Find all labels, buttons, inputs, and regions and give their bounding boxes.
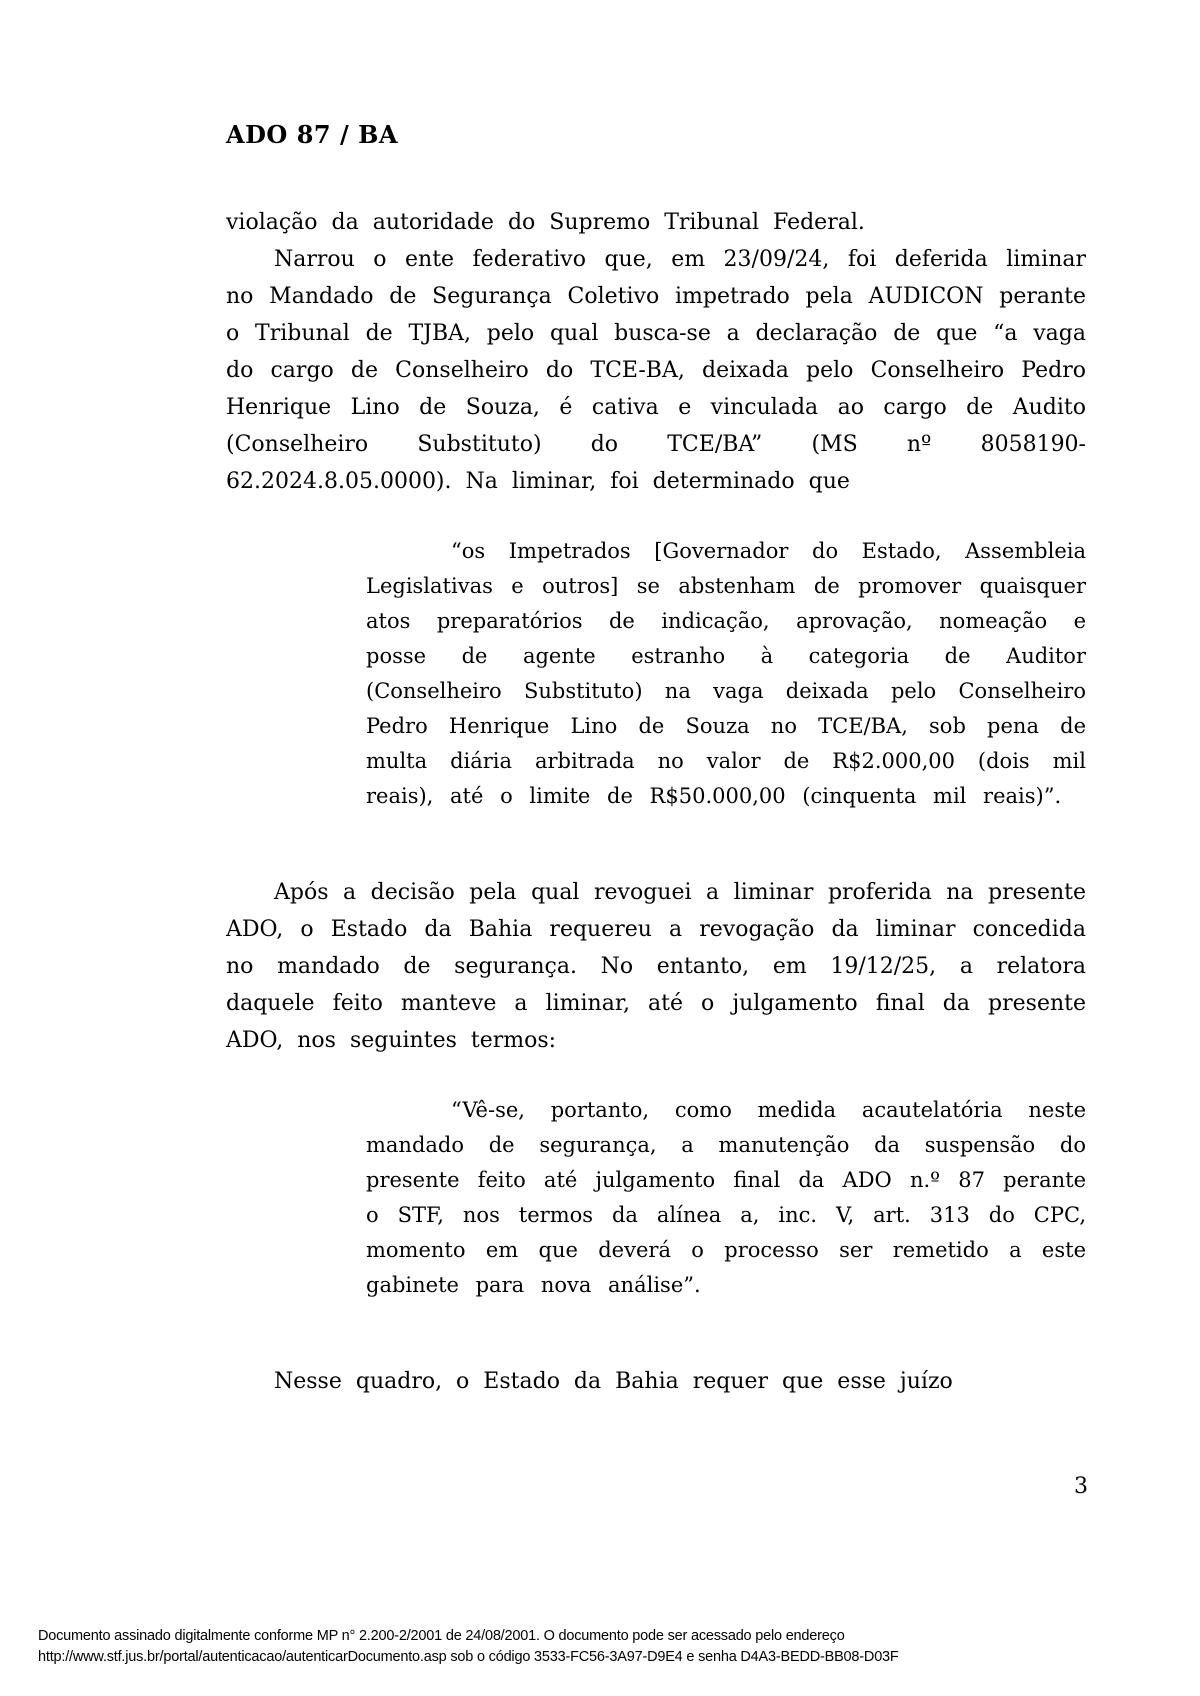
document-body (226, 204, 1086, 1400)
paragraph-apos-decisao: Após a decisão pela qual revoguei a liminar proferida na presente ADO, o Estado da Bahia requereu a revogação da liminar concedida no mandado de segurança. No entanto, em 19/12/25, a relatora daquele feito manteve a liminar, até o julgamento final da presente ADO, nos seguintes termos: (226, 880, 1086, 1053)
paragraph-nesse-quadro: Nesse quadro, o Estado da Bahia requer que esse juízo (274, 1369, 953, 1394)
page-number: 3 (1074, 1474, 1088, 1499)
digital-signature-footer (38, 1626, 899, 1668)
blockquote-vese: “Vê-se, portanto, como medida acautelatória neste mandado de segurança, a manutenção da suspensão do presente feito até julgamento final da ADO n.º 87 perante o STF, nos termos da alínea a, inc. V, art. 313 do CPC, momento em que deverá o processo ser remetido a este gabinete para nova análise”. (366, 1098, 1086, 1297)
paragraph-continuation: violação da autoridade do Supremo Tribunal Federal. (226, 210, 865, 235)
blockquote-liminar: “os Impetrados [Governador do Estado, Assembleia Legislativas e outros] se abstenham de promover quaisquer atos preparatórios de indicação, aprovação, nomeação e posse de agente estranho à categoria de Auditor (Conselheiro Substituto) na vaga deixada pelo Conselheiro Pedro Henrique Lino de Souza no TCE/BA, sob pena de multa diária arbitrada no valor de R$2.000,00 (dois mil reais), até o limite de R$50.000,00 (cinquenta mil reais)”. (366, 539, 1086, 808)
paragraph-narrou: Narrou o ente federativo que, em 23/09/24, foi deferida liminar no Mandado de Segurança Coletivo impetrado pela AUDICON perante o Tribunal de TJBA, pelo qual busca-se a declaração de que “a vaga do cargo de Conselheiro do TCE-BA, deixada pelo Conselheiro Pedro Henrique Lino de Souza, é cativa e vinculada ao cargo de Audito (Conselheiro Substituto) do TCE/BA” (MS nº 8058190- 62.2024.8.05.0000). Na liminar, foi determinado que (226, 247, 1086, 494)
footer-signature-line: Documento assinado digitalmente conforme MP n° 2.200-2/2001 de 24/08/2001. O documento pode ser acessado pelo endereço (38, 1628, 845, 1644)
footer-authentication-line: http://www.stf.jus.br/portal/autenticacao/autenticarDocumento.asp sob o código 3533-FC56-3A97-D9E4 e senha D4A3-BEDD-BB08-D03F (38, 1649, 899, 1665)
case-title: ADO 87 / BA (226, 120, 398, 149)
